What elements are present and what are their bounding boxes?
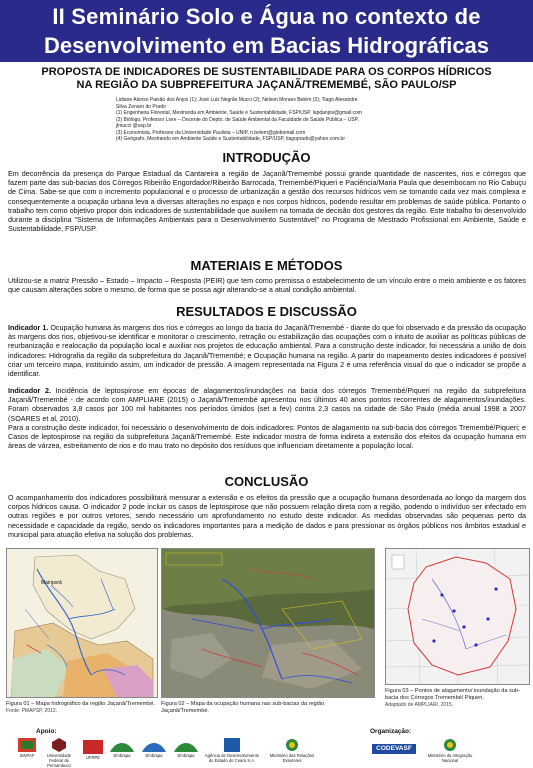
author-line: (4) Geógrafo, Mestrando em Ambiente Saúde e Sustentabilidade, FSP/USP, tiagoprado@yahoo.com.br bbox=[116, 136, 346, 142]
author-line: jlmucci @usp.br bbox=[116, 123, 152, 129]
event-title-line2: Desenvolvimento em Bacias Hidrográficas bbox=[43, 33, 490, 58]
author-line: (3) Economista, Professor da Universidade Paulista – UNIP, n.belem@globomail.com bbox=[116, 129, 306, 136]
results-heading: RESULTADOS E DISCUSSÃO bbox=[176, 304, 357, 319]
mre-logo-icon bbox=[285, 738, 299, 752]
adece-logo-label: Agência de Desenvolvimento do Estado do Ceará S.A. bbox=[204, 753, 260, 763]
mre-logo bbox=[268, 738, 316, 763]
methods-heading: MATERIAIS E MÉTODOS bbox=[190, 258, 343, 273]
figure-1-map bbox=[6, 548, 158, 698]
embrapa-logo-2-label: Embrapa bbox=[145, 753, 163, 758]
ufpe-logo bbox=[44, 738, 74, 768]
hydrographic-map-graphic bbox=[7, 549, 157, 697]
sinpaf-logo-icon bbox=[18, 738, 36, 752]
conclusion-text: O acompanhamento dos indicadores possibilitará mensurar a extensão e os efeitos da pressão que a ocupação humana desordenada ao longo da margem dos corpos hídricos causa. O indicador 2 pode incluir os casos de leptospirose que não possuem relação direta com a região, podendo o indivíduo ser infectado em outras regiões e por outros vetores, sendo necessário um aprofundamento no estudo deste indicador. As medidas observadas são pequenas perto da necessidade e capacidade da região, sendo os indicadores importantes para a medição de dados e para pressionar os órgãos públicos nos âmbitos estadual e municipal para atuação efetiva na solução dos problemas. bbox=[8, 493, 526, 539]
mi-logo-label: Ministério da Integração Nacional bbox=[427, 753, 473, 763]
event-banner bbox=[0, 0, 533, 62]
embrapa-logo-3-label: Embrapa bbox=[177, 753, 195, 758]
indicator-2-paragraph bbox=[8, 386, 526, 423]
author-line: Lidiane Alonso Paixão dos Anjos (1); José Luiz Negrão Mucci (2); Nelson Moraes Belém (3); Tiago Alexandre bbox=[116, 97, 358, 103]
map-place-label: Mairiporã bbox=[41, 580, 62, 586]
sinpaf-logo bbox=[14, 738, 40, 758]
embrapa-logo-3 bbox=[172, 740, 200, 758]
methods-text: Utilizou-se a matriz Pressão – Estado – Impacto – Resposta (PEIR) que tem como premissa o estabelecimento de um vínculo entre o meio ambiente e os fatores que causam alterações sobre o mesmo, de forma que se possa agir alterando-se a atual condição ambiental. bbox=[8, 276, 526, 295]
mi-logo bbox=[420, 738, 480, 763]
sinpaf-logo-label: SINPAF bbox=[19, 753, 35, 758]
author-line: (2) Biólogo, Professor Livre – Docente do Depto. de Saúde Ambiental da Faculdade de Saúde Pública – USP, bbox=[116, 116, 359, 123]
embrapa-logo-icon bbox=[174, 740, 198, 752]
indicator-2-label: Indicador 2. bbox=[8, 386, 51, 395]
conclusion-heading: CONCLUSÃO bbox=[224, 474, 309, 489]
author-block bbox=[116, 97, 516, 143]
indicator-1-text: Ocupação humana às margens dos rios e córregos ao longo da bacia do Jaçanã/Tremembé - diante do que foi observado e da pressão da ocupação às margens dos rios, objetivou-se identificar e monitorar o crescimento, retração ou estabilização das ocupações com o intuito de auxiliar as políticas públicas de reurbanização e realocação da população local e auxiliar nos projetos de educação ambiental. Para a construção deste indicador, foi necessária a união de dois indicadores: Hidrografia da região da subprefeitura do Jaçanã/Tremembé; e Ocupação humana na região. A partir do mapeamento destes indicadores é possível criar um terceiro mapa, instituindo assim, um indicador de pressão. A imagem representada na Figura 2 é uma referência visual do que o indicador se propõe a identificar. bbox=[8, 323, 526, 379]
figure-3-caption-text: Figura 03 – Pontos de alagamento/ inundação da sub-bacia dos Córregos Tremembé/ Piqueri. bbox=[385, 688, 520, 701]
flood-map-graphic bbox=[386, 549, 529, 684]
paper-title bbox=[10, 66, 523, 92]
figure-2-caption: Figura 02 – Mapa da ocupação humana nas sub-bacias da região Jaçanã/Tremembé. bbox=[161, 701, 325, 714]
paper-title-line1: PROPOSTA DE INDICADORES DE SUSTENTABILIDADE PARA OS CORPOS HÍDRICOS bbox=[41, 66, 492, 78]
adece-logo-icon bbox=[224, 738, 240, 752]
mre-logo-label: Ministério das Relações Exteriores bbox=[269, 753, 315, 763]
figure-2-satellite-map bbox=[161, 548, 375, 698]
author-line: (1) Engenheira Florestal, Mestranda em Ambiente, Saúde e Sustentabilidade, FSP/USP, lapdanjos@gmail.com bbox=[116, 110, 362, 116]
embrapa-logo-1-label: Embrapa bbox=[113, 753, 131, 758]
figure-3-source: Adaptado de AMPLIARI, 2015. bbox=[385, 702, 454, 708]
indicator-1-paragraph bbox=[8, 323, 526, 378]
codevasf-logo bbox=[372, 744, 416, 754]
indicator-1-label: Indicador 1. bbox=[8, 323, 49, 332]
ufrpe-logo-icon bbox=[83, 740, 103, 754]
figure-1-caption-text: Figura 01 – Mapa hidrográfico da região Jaçanã/Tremembé. bbox=[6, 701, 156, 707]
figure-3-caption bbox=[385, 688, 528, 709]
ufpe-logo-label: Universidade Federal de Pernambuco bbox=[46, 753, 72, 768]
intro-text: Em decorrência da presença do Parque Estadual da Cantareira a região de Jaçanã/Tremembé possui grande quantidade de nascentes, rios e córregos que fazem parte das sub-bacias dos Córregos Ribeirão Engordador/Ribeirão Barrocada, Tremembé/Piqueri e Paciência/Maria Paula que desembocam no Rio Cabuçu de Cima. Sabe-se que com o incremento populacional e o processo de urbanização a gestão dos recursos hídricos vem se tornando cada vez mais complexa e consequentemente a ocupação urbana leva a diversas alterações no espaço e nos corpos hídricos, podendo resultar em problemas de saúde pública. Portanto o trabalho tem como objetivo propor dois indicadores de sustentabilidade que auxiliem na tomada de decisão dos gestores da região. Este trabalho foi desenvolvido durante a disciplina "Sistema de Informações Ambientais para o Desenvolvimento Sustentável" no Programa de Mestrado Profissional em Ambiente, Saúde e Sustentabilidade, FSP/USP. bbox=[8, 169, 526, 234]
figure-1-caption bbox=[6, 701, 156, 715]
ufpe-logo-icon bbox=[52, 738, 66, 752]
codevasf-logo-label: CODEVASF bbox=[372, 744, 416, 754]
author-line: Silva Zenaro do Prado bbox=[116, 103, 166, 110]
adece-logo bbox=[204, 738, 260, 763]
figure-3-flood-map bbox=[385, 548, 530, 685]
indicator-2-construction-text: Para a construção deste indicador, foi necessário o desenvolvimento de dois indicadores: Pontos de alagamento na sub-bacia dos córregos Tremembé/Piqueri; e Casos de leptospirose na região da subprefeitura Jaçanã/Tremembé. Este indicador mostra de forma indireta a extensão dos efeitos da ocupação humana em áreas de várzea, estreitamento de rios e do mau trato no depósito dos resíduos que influenciam diretamente a população local. bbox=[8, 423, 526, 451]
satellite-map-graphic bbox=[162, 549, 374, 697]
organization-label: Organização: bbox=[370, 728, 412, 735]
embrapa-logo-2 bbox=[140, 740, 168, 758]
paper-title-line2: NA REGIÃO DA SUBPREFEITURA JAÇANÃ/TREMEMBÉ, SÃO PAULO/SP bbox=[76, 79, 457, 91]
embrapa-logo-icon bbox=[110, 740, 134, 752]
event-title-line1: II Seminário Solo e Água no contexto de bbox=[52, 4, 481, 29]
mi-logo-icon bbox=[443, 738, 457, 752]
ufrpe-logo-label: UFRPE bbox=[85, 755, 101, 760]
embrapa-logo-icon bbox=[142, 740, 166, 752]
figure-1-source: Fonte: PMAPSP, 2012. bbox=[6, 708, 58, 714]
support-label: Apoio: bbox=[36, 728, 57, 735]
embrapa-logo-1 bbox=[108, 740, 136, 758]
ufrpe-logo bbox=[80, 740, 106, 760]
intro-heading: INTRODUÇÃO bbox=[222, 150, 311, 165]
indicator-2-text: Incidência de leptospirose em épocas de alagamentos/inundações na bacia dos córregos Tremembé/Piqueri na região da subprefeitura Jaçanã/Tremembé - de acordo com AMPLIARE (2015) o Jaçanã/Tremembé apresentou nos últimos 40 anos pontos recorrentes de alagamentos/inundações. Foram observados 3,8 casos por 100 mil habitantes nos períodos úmidos (set a fev) contra 2,3 casos na cidade de São Paulo (média anual 1998 a 2007 (SOARES et al, 2010). bbox=[8, 386, 526, 423]
